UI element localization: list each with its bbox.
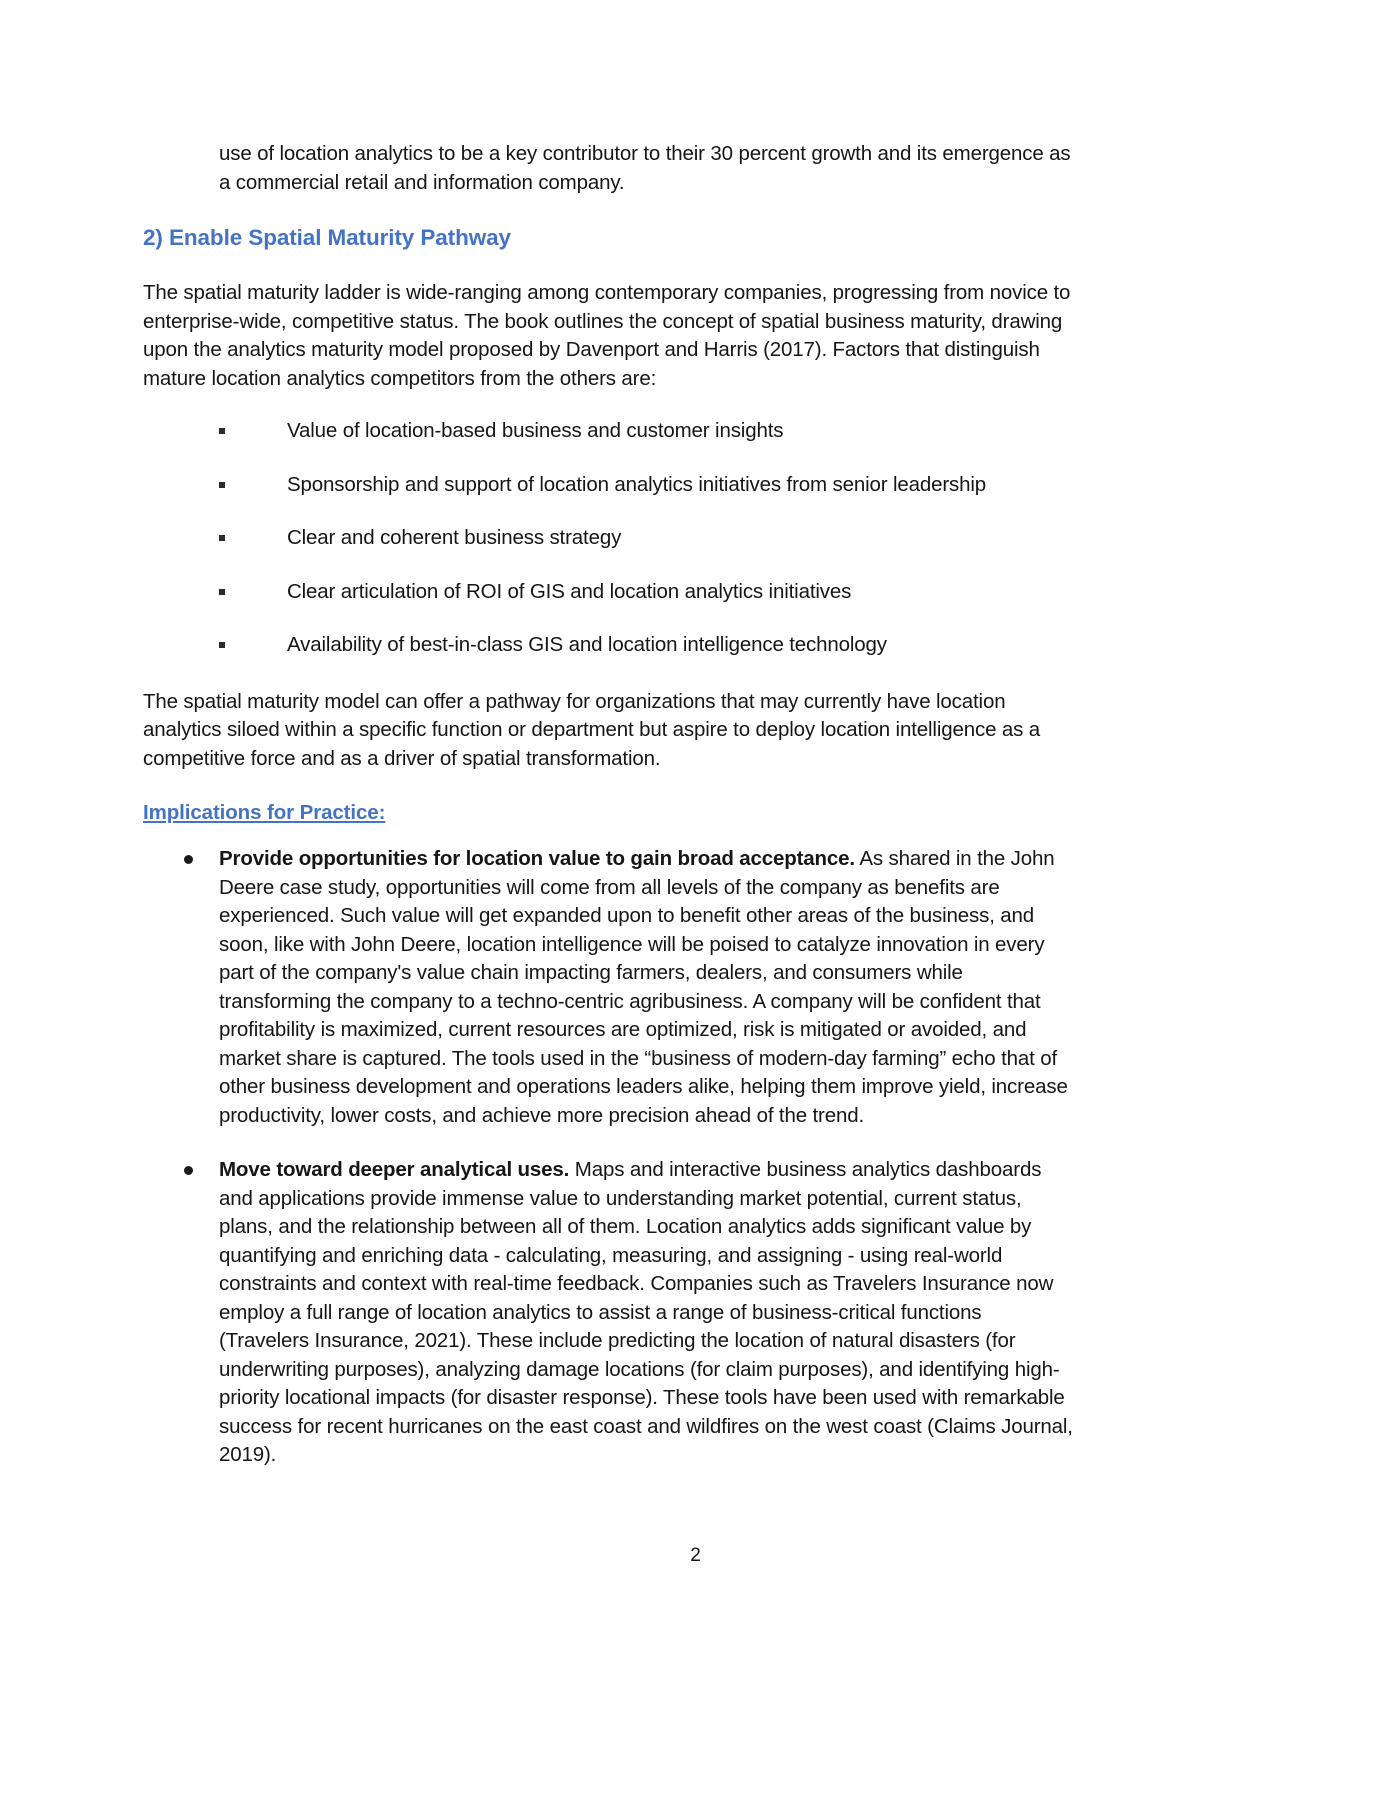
square-bullet-icon xyxy=(219,535,225,541)
list-item-label: Clear articulation of ROI of GIS and location analytics initiatives xyxy=(287,579,852,603)
list-item xyxy=(143,845,1073,1130)
page-number: 2 xyxy=(690,1545,701,1566)
maturity-factors-list xyxy=(143,417,1073,660)
square-bullet-icon xyxy=(219,428,225,434)
list-item-label: Value of location-based business and customer insights xyxy=(287,419,784,442)
list-item xyxy=(143,471,1073,500)
list-item-lead-in: Provide opportunities for location value to gain broad acceptance. xyxy=(219,847,855,870)
section-heading-enable-spatial-maturity-pathway: 2) Enable Spatial Maturity Pathway xyxy=(143,225,511,250)
list-item xyxy=(143,578,1073,607)
square-bullet-icon xyxy=(219,482,225,488)
round-bullet-icon xyxy=(184,855,193,864)
square-bullet-icon xyxy=(219,589,225,595)
round-bullet-icon xyxy=(184,1166,193,1175)
list-item xyxy=(143,1156,1073,1470)
implications-list xyxy=(143,845,1073,1470)
section-closing-paragraph: The spatial maturity model can offer a pathway for organizations that may currently have location analytics siloed within a specific function or department but aspire to deploy location intelligence as a competitive force and as a driver of spatial transformation. xyxy=(143,689,1041,770)
continuation-paragraph: use of location analytics to be a key contributor to their 30 percent growth and its emergence as a commercial retail and information company. xyxy=(219,142,1071,194)
list-item xyxy=(143,417,1073,446)
list-item-label: Sponsorship and support of location analytics initiatives from senior leadership xyxy=(287,472,987,496)
list-item-lead-in: Move toward deeper analytical uses. xyxy=(219,1158,570,1181)
list-item-label: Availability of best-in-class GIS and location intelligence technology xyxy=(287,633,887,656)
list-item-body: As shared in the John Deere case study, opportunities will come from all levels of the company as benefits are experienced. Such value will get expanded upon to benefit other areas of the business, and soon, like with John Deere, location intelligence will be poised to catalyze innovation in every part of the company's value chain impacting farmers, dealers, and consumers while transforming the company to a techno-centric agribusiness. A company will be confident that profitability is maximized, current resources are optimized, risk is mitigated or avoided, and market share is captured. The tools used in the “business of modern-day farming” echo that of other business development and operations leaders alike, helping them improve yield, increase productivity, lower costs, and achieve more precision ahead of the trend. xyxy=(219,847,1068,1127)
list-item xyxy=(143,524,1073,553)
section-intro-paragraph: The spatial maturity ladder is wide-ranging among contemporary companies, progressing from novice to enterprise-wide, competitive status. The book outlines the concept of spatial business maturity, drawing upon the analytics maturity model proposed by Davenport and Harris (2017). Factors that distinguish mature location analytics competitors from the others are: xyxy=(143,281,1071,390)
square-bullet-icon xyxy=(219,642,225,648)
document-body xyxy=(143,140,1073,1496)
list-item-label: Clear and coherent business strategy xyxy=(287,526,622,549)
list-item-body: Maps and interactive business analytics dashboards and applications provide immense value to understanding market potential, current status, plans, and the relationship between all of them. Location analytics adds significant value by quantifying and enriching data - calculating, measuring, and assigning - using real-world constraints and context with real-time feedback. Companies such as Travelers Insurance now employ a full range of location analytics to assist a range of business-critical functions (Travelers Insurance, 2021). These include predicting the location of natural disasters (for underwriting purposes), analyzing damage locations (for claim purposes), and identifying high-priority locational impacts (for disaster response). These tools have been used with remarkable success for recent hurricanes on the east coast and wildfires on the west coast (Claims Journal, 2019). xyxy=(219,1158,1073,1466)
list-item xyxy=(143,631,1073,660)
implications-for-practice-heading: Implications for Practice: xyxy=(143,801,386,824)
